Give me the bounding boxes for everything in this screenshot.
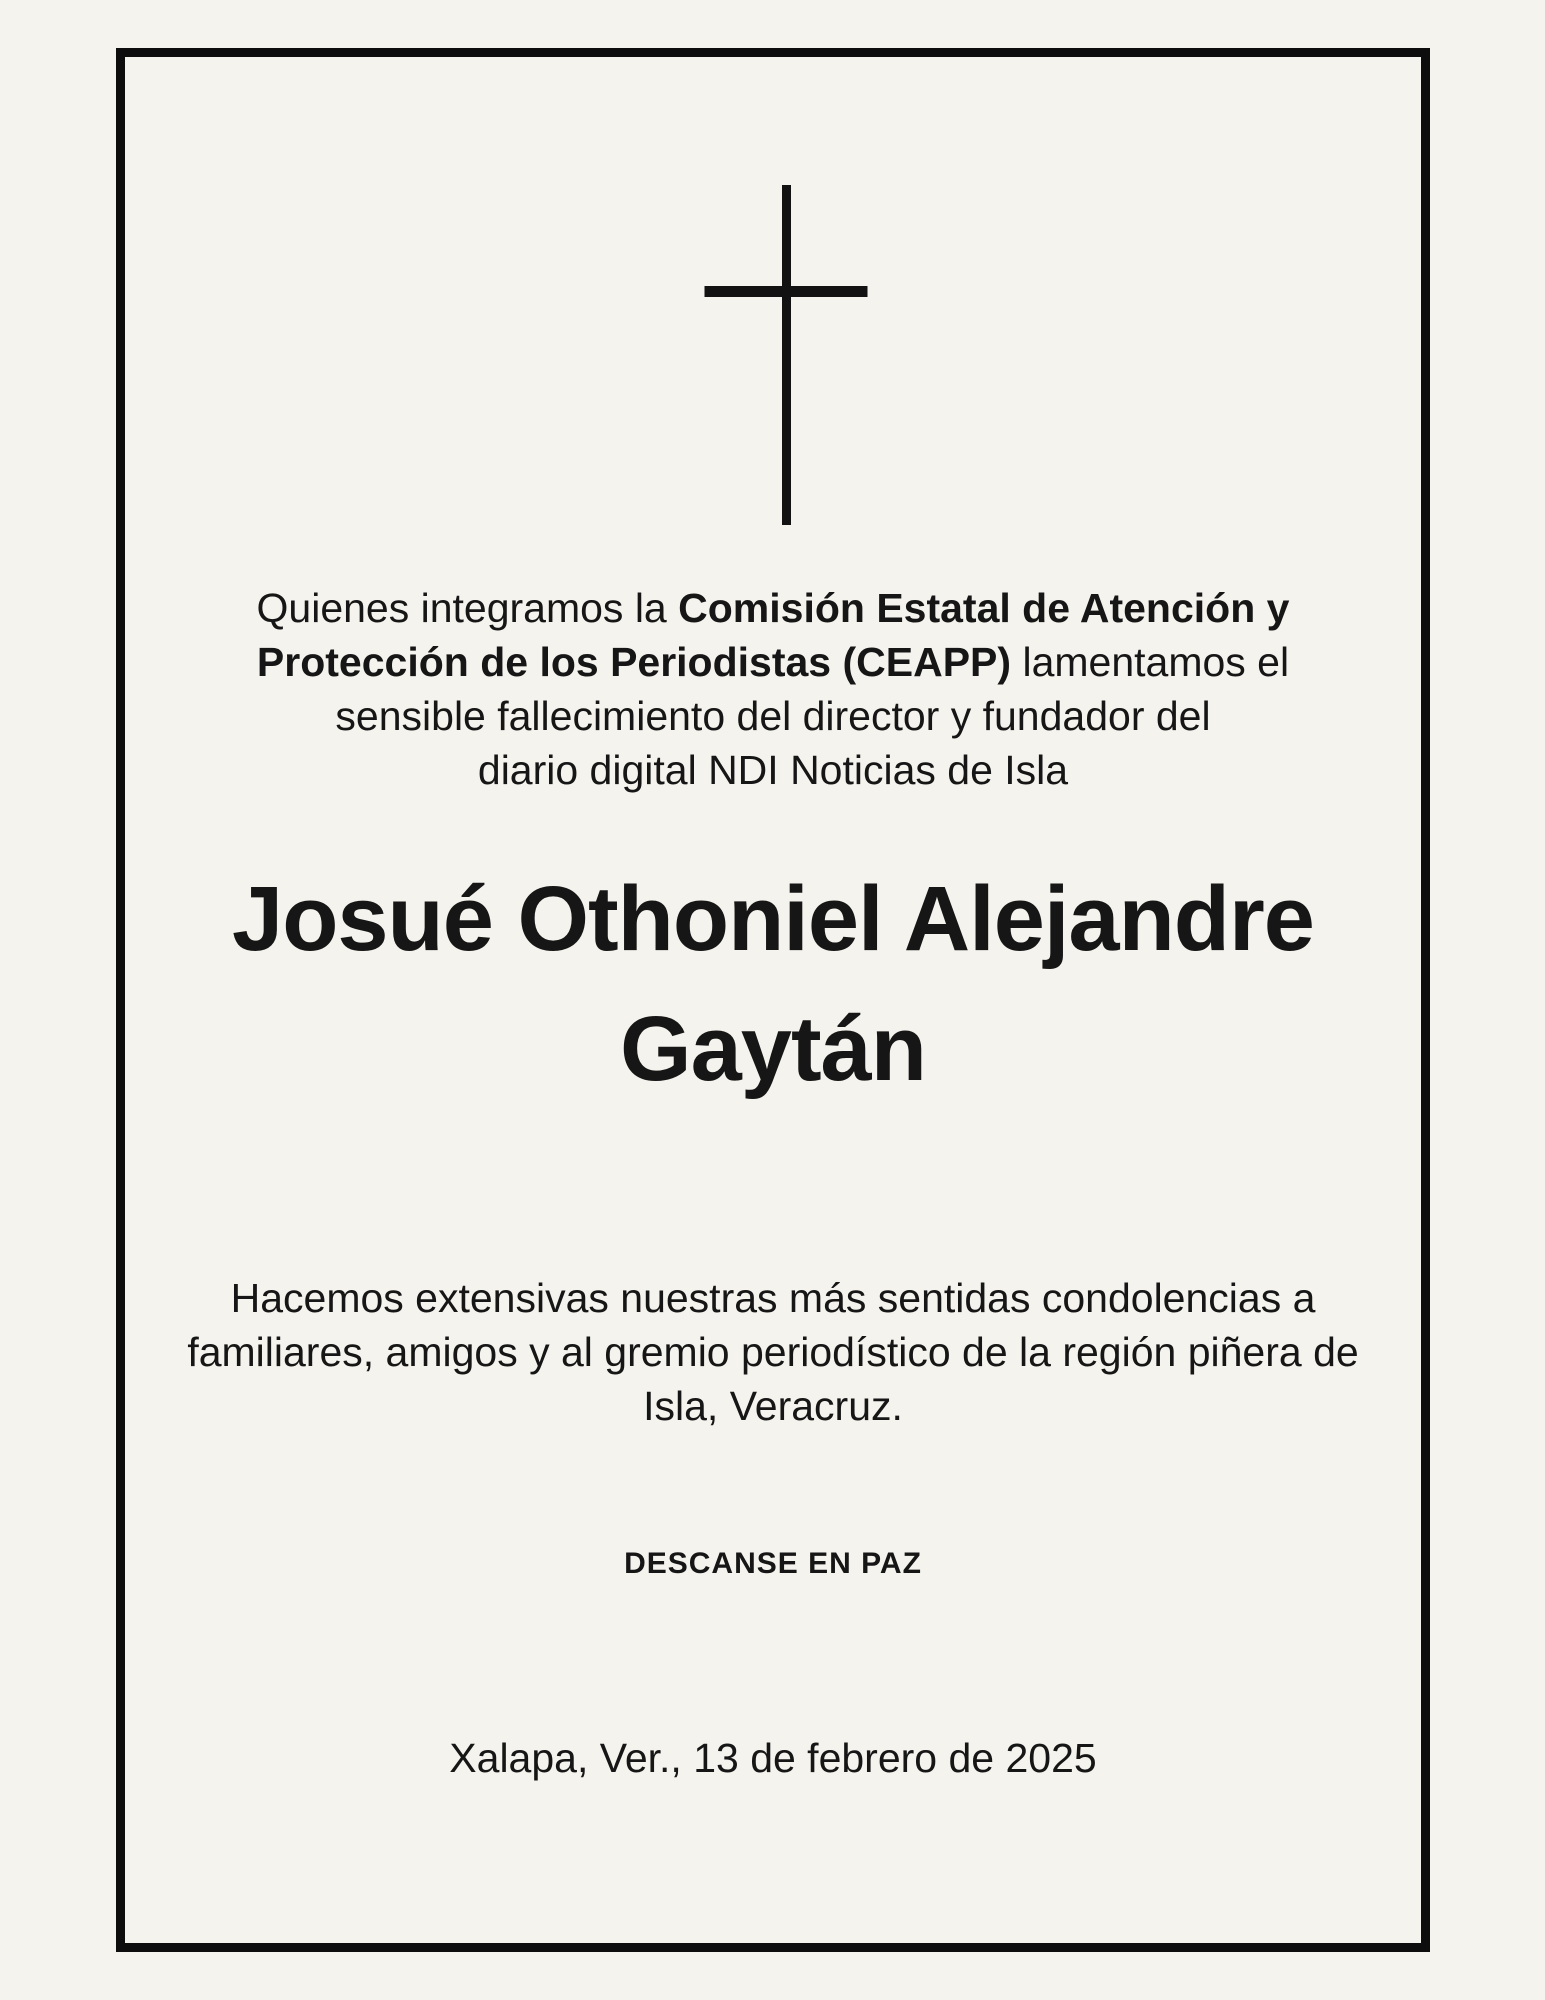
condolences-line3: Isla, Veracruz.: [643, 1383, 903, 1429]
cross-horizontal-bar: [705, 286, 868, 297]
intro-line3: sensible fallecimiento del director y fundador del: [335, 693, 1211, 739]
rest-in-peace-text: DESCANSE EN PAZ: [624, 1547, 922, 1580]
latin-cross-icon: [705, 185, 868, 525]
condolences-line2: familiares, amigos y al gremio periodístico de la región piñera de: [187, 1329, 1359, 1375]
obituary-border-frame: [116, 48, 1430, 1952]
intro-line1-regular: Quienes integramos la: [256, 585, 679, 631]
intro-paragraph: [125, 581, 1421, 797]
condolences-paragraph: [125, 1271, 1421, 1433]
condolences-line1: Hacemos extensivas nuestras más sentidas condolencias a: [230, 1275, 1316, 1321]
cross-vertical-bar: [782, 185, 791, 525]
intro-line4: diario digital NDI Noticias de Isla: [477, 747, 1069, 793]
deceased-name-line2: Gaytán: [620, 998, 926, 1100]
deceased-name: [125, 854, 1421, 1114]
intro-line2-bold: Protección de los Periodistas (CEAPP): [256, 639, 1012, 685]
intro-line2-regular: lamentamos el: [1011, 639, 1290, 685]
place-and-date-line: Xalapa, Ver., 13 de febrero de 2025: [449, 1735, 1097, 1781]
deceased-name-line1: Josué Othoniel Alejandre: [232, 868, 1314, 970]
intro-line1-bold: Comisión Estatal de Atención y: [678, 585, 1290, 631]
